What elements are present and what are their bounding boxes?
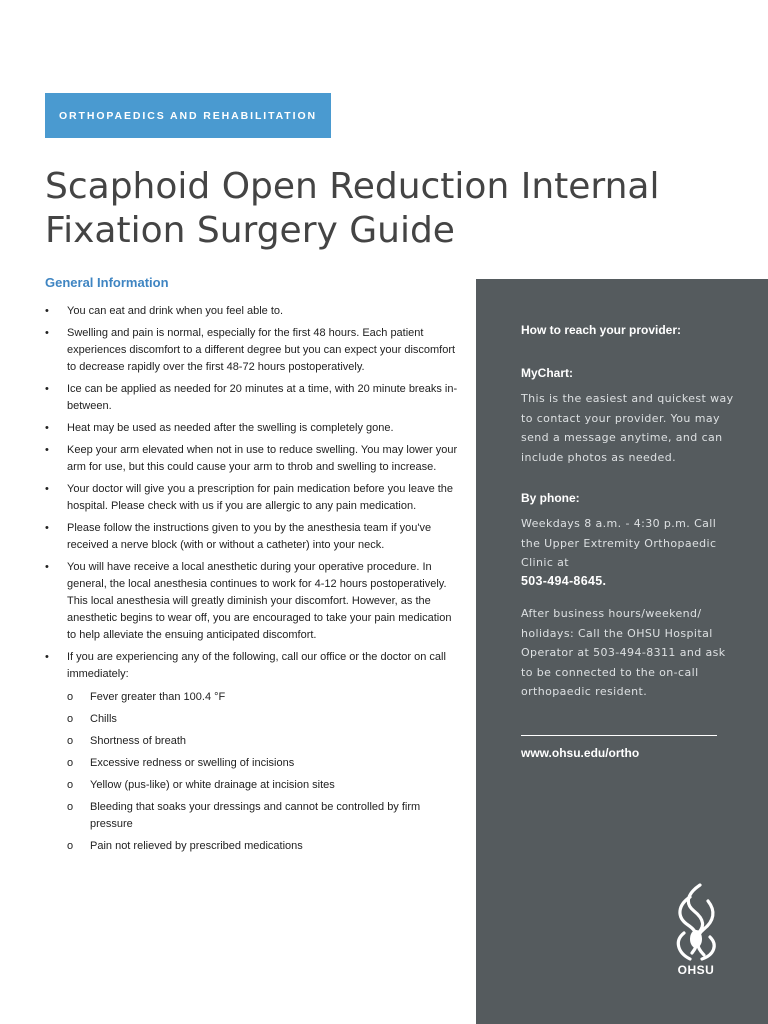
general-information-list: [45, 303, 460, 860]
page-title: [45, 165, 725, 253]
list-item-text: Your doctor will give you a prescription for pain medication before you leave the hospital. Please check with us if you are allergic to any pain medication.: [67, 483, 454, 512]
sub-bullet-glyph: o: [67, 735, 74, 747]
department-label: ORTHOPAEDICS AND REHABILITATION: [58, 109, 317, 122]
list-item: [45, 325, 460, 376]
bullet-glyph: •: [45, 651, 49, 663]
ohsu-flame-icon: [666, 879, 726, 963]
sub-list-item: [67, 711, 460, 728]
department-banner: [45, 93, 331, 138]
list-item: [45, 520, 460, 554]
list-item-text: You can eat and drink when you feel able to.: [67, 305, 284, 317]
clinic-phone-number[interactable]: 503-494-8645.: [521, 574, 607, 588]
sub-list-item: [67, 777, 460, 794]
list-item: [45, 559, 460, 644]
sub-list-item-text: Chills: [90, 713, 117, 725]
general-information-heading: General Information: [45, 275, 169, 290]
bullet-glyph: •: [45, 327, 49, 339]
list-item: [45, 381, 460, 415]
list-item: [45, 481, 460, 515]
list-item-text: You will have receive a local anesthetic during your operative procedure. In general, the local anesthesia continues to work for 4-12 hours postoperatively. This local anesthesia will greatly diminish your discomfort. However, as the anesthetic begins to wear off, you are encouraged to take your pain medication to help alleviate the ensuing anticipated discomfort.: [67, 561, 452, 641]
list-item-text: If you are experiencing any of the following, call our office or the doctor on call immediately:: [67, 651, 446, 680]
list-item: [45, 649, 460, 855]
sub-list-item-text: Pain not relieved by prescribed medications: [90, 840, 303, 852]
contact-heading: How to reach your provider:: [521, 323, 682, 337]
sub-list-item: [67, 733, 460, 750]
sub-list-item-text: Fever greater than 100.4 °F: [90, 691, 226, 703]
ohsu-logo: [666, 879, 726, 989]
list-item: [45, 442, 460, 476]
warning-signs-list: [67, 689, 460, 855]
sub-list-item: [67, 755, 460, 772]
sub-list-item: [67, 838, 460, 855]
ohsu-logo-text: OHSU: [677, 963, 715, 977]
sub-list-item-text: Yellow (pus-like) or white drainage at incision sites: [90, 779, 335, 791]
sub-bullet-glyph: o: [67, 840, 74, 852]
sub-bullet-glyph: o: [67, 801, 74, 813]
list-item: [45, 420, 460, 437]
list-item-text: Keep your arm elevated when not in use to reduce swelling. You may lower your arm for use, but this could cause your arm to throb and swelling to increase.: [67, 444, 458, 473]
title-line-2: Fixation Surgery Guide: [45, 210, 455, 251]
phone-text: Weekdays 8 a.m. - 4:30 p.m. Call the Upper Extremity Orthopaedic Clinic at: [521, 517, 717, 569]
bullet-glyph: •: [45, 305, 49, 317]
list-item-text: Please follow the instructions given to you by the anesthesia team if you've received a nerve block (with or without a catheter) into your neck.: [67, 522, 432, 551]
bullet-glyph: •: [45, 383, 49, 395]
list-item-text: Heat may be used as needed after the swelling is completely gone.: [67, 422, 394, 434]
sub-bullet-glyph: o: [67, 779, 74, 791]
mychart-heading: MyChart:: [521, 366, 574, 380]
sub-bullet-glyph: o: [67, 713, 74, 725]
contact-sidebar: [476, 279, 768, 1024]
bullet-glyph: •: [45, 422, 49, 434]
phone-heading: By phone:: [521, 491, 580, 505]
list-item: [45, 303, 460, 320]
mychart-text: This is the easiest and quickest way to contact your provider. You may send a message anytime, and can include photos as needed.: [521, 392, 734, 464]
after-hours-text: After business hours/weekend/ holidays: Call the OHSU Hospital Operator at 503-494-8311 and ask to be connected to the on-call orthopaedic resident.: [521, 607, 726, 698]
sub-list-item: [67, 689, 460, 706]
bullet-glyph: •: [45, 522, 49, 534]
bullet-glyph: •: [45, 483, 49, 495]
list-item-text: Ice can be applied as needed for 20 minutes at a time, with 20 minute breaks in-between.: [67, 383, 458, 412]
sub-bullet-glyph: o: [67, 757, 74, 769]
sub-bullet-glyph: o: [67, 691, 74, 703]
title-line-1: Scaphoid Open Reduction Internal: [45, 166, 660, 207]
sub-list-item-text: Excessive redness or swelling of incisions: [90, 757, 295, 769]
sub-list-item: [67, 799, 460, 833]
bullet-glyph: •: [45, 561, 49, 573]
ortho-website-link[interactable]: www.ohsu.edu/ortho: [521, 746, 640, 760]
divider: [521, 735, 717, 736]
bullet-glyph: •: [45, 444, 49, 456]
list-item-text: Swelling and pain is normal, especially for the first 48 hours. Each patient experiences discomfort to a different degree but you can expect your discomfort to decrease rapidly over the first 48-72 hours postoperatively.: [67, 327, 456, 373]
sub-list-item-text: Shortness of breath: [90, 735, 187, 747]
sub-list-item-text: Bleeding that soaks your dressings and cannot be controlled by firm pressure: [90, 801, 421, 830]
